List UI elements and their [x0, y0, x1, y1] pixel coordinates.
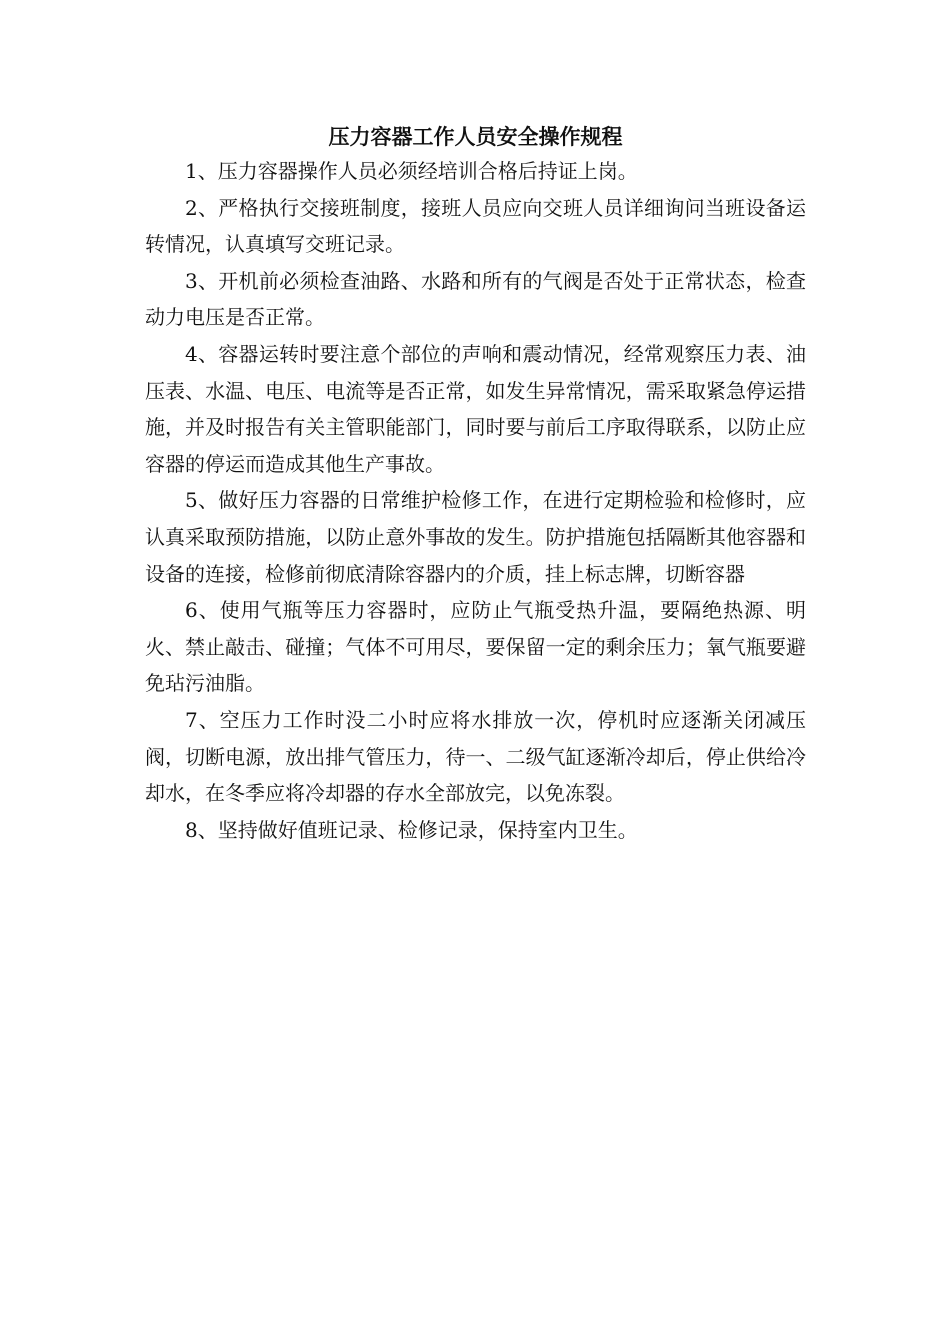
paragraph-5: 5、做好压力容器的日常维护检修工作，在进行定期检验和检修时，应认真采取预防措施，以防止意外事故的发生。防护措施包括隔断其他容器和设备的连接，检修前彻底清除容器内的介质，挂上标志牌，切断容器	[145, 488, 806, 586]
paragraph-8: 8、坚持做好值班记录、检修记录，保持室内卫生。	[185, 817, 638, 842]
paragraph-1: 1、压力容器操作人员必须经培训合格后持证上岗。	[185, 159, 638, 183]
paragraph-7: 7、空压力工作时没二小时应将水排放一次，停机时应逐渐关闭减压阀，切断电源，放出排气管压力，待一、二级气缸逐渐冷却后，停止供给冷却水，在冬季应将冷却器的存水全部放完，以免冻裂。	[145, 707, 806, 806]
paragraph-4: 4、容器运转时要注意个部位的声响和震动情况，经常观察压力表、油压表、水温、电压、电流等是否正常，如发生异常情况，需采取紧急停运措施，并及时报告有关主管职能部门，同时要与前后工序取得联系，以防止应容器的停运而造成其他生产事故。	[145, 341, 806, 476]
paragraph-3: 3、开机前必须检查油路、水路和所有的气阀是否处于正常状态，检查动力电压是否正常。	[145, 268, 806, 330]
document-title: 压力容器工作人员安全操作规程	[328, 124, 623, 149]
document-body	[145, 153, 806, 848]
paragraph-2: 2、严格执行交接班制度，接班人员应向交班人员详细询问当班设备运转情况，认真填写交班记录。	[145, 195, 806, 257]
paragraph-6: 6、使用气瓶等压力容器时，应防止气瓶受热升温，要隔绝热源、明火、禁止敲击、碰撞；气体不可用尽，要保留一定的剩余压力；氧气瓶要避免玷污油脂。	[145, 598, 806, 696]
